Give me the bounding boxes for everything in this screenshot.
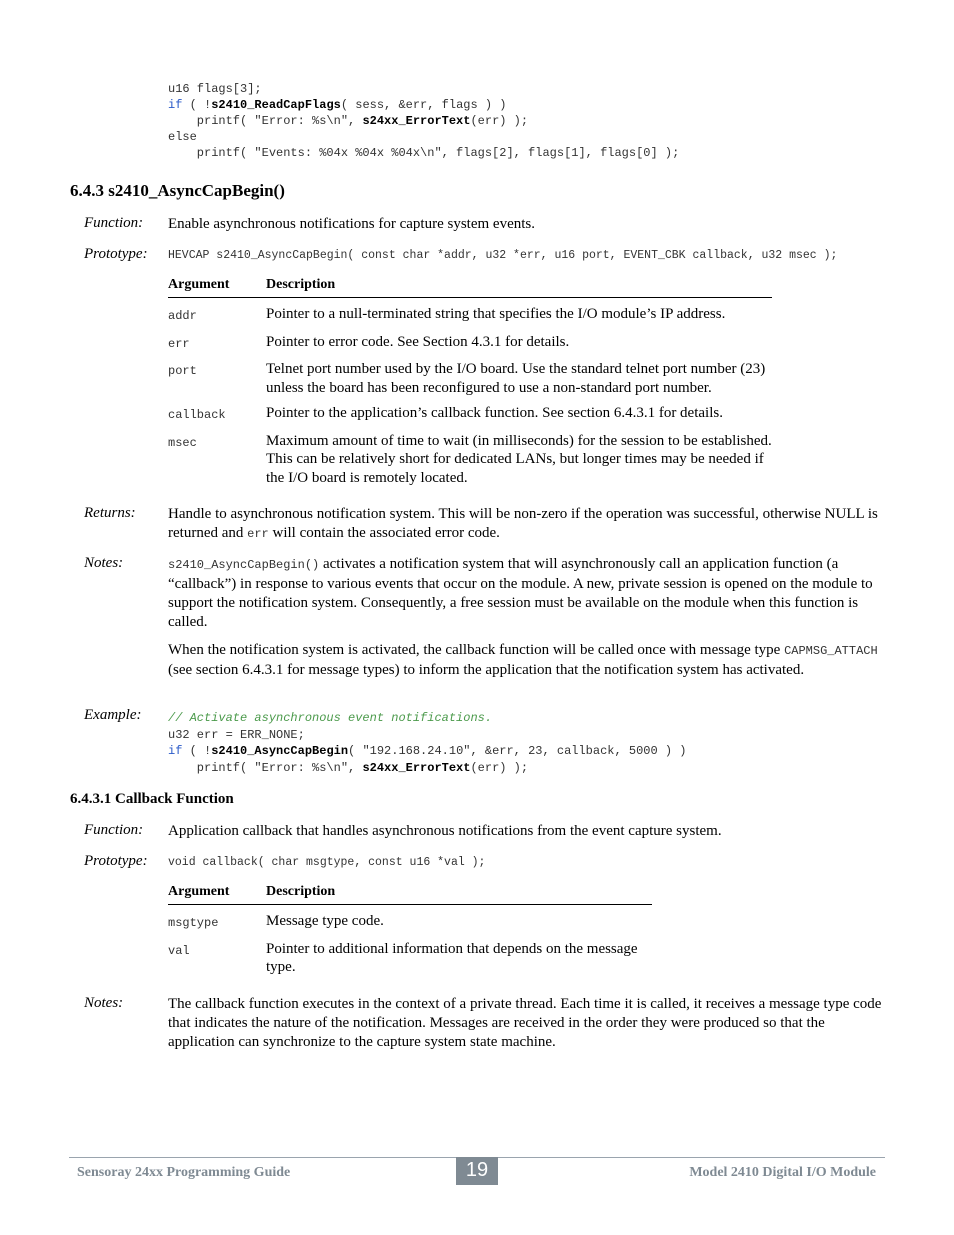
function-label: Function: [84, 215, 144, 231]
section-heading-6-4-3-1: 6.4.3.1 Callback Function [70, 791, 234, 807]
notes-paragraph [168, 641, 884, 680]
returns-text: will contain the associated error code. [268, 525, 500, 541]
prototype-label: Prototype: [84, 246, 148, 262]
code-line: u16 flags[3]; [168, 82, 262, 96]
code-comment: // Activate asynchronous event notifications. [168, 711, 493, 725]
notes-text: (see section 6.4.3.1 for message types) to inform the application that the notification system has activated. [168, 662, 805, 678]
example-code [168, 710, 687, 776]
notes-description: The callback function executes in the context of a private thread. Each time it is called, it receives a message type code that indicates the nature of the notification. Messages are received in the order they were produced so that the application can synchronize to the capture system state machine. [168, 996, 882, 1050]
column-header-argument: Argument [168, 884, 266, 905]
code-line: u32 err = ERR_NONE; [168, 727, 305, 742]
function-description: Application callback that handles asynchronous notifications from the event capture system. [168, 823, 722, 839]
returns-description [168, 505, 884, 544]
prototype-label: Prototype: [84, 853, 148, 869]
notes-label: Notes: [84, 555, 124, 571]
column-header-description: Description [266, 277, 772, 298]
code-function: s2410_ReadCapFlags [211, 98, 341, 112]
example-label: Example: [84, 707, 142, 723]
notes-label: Notes: [84, 995, 124, 1011]
code-text: ( sess, &err, flags ) ) [340, 98, 507, 112]
code-function: s24xx_ErrorText [362, 760, 471, 775]
function-description: Enable asynchronous notifications for capture system events. [168, 216, 535, 232]
table-row [168, 425, 772, 488]
argument-name: msgtype [168, 916, 219, 930]
argument-description: Telnet port number used by the I/O board. Use the standard telnet port number (23) unless the board has been reconfigured to use a non-standard port number. [266, 361, 766, 396]
code-snippet-top [168, 81, 679, 161]
notes-paragraph [168, 555, 884, 632]
code-keyword: if [168, 744, 183, 758]
page-number: 19 [456, 1157, 498, 1185]
argument-table-async [168, 277, 772, 487]
code-line: printf( "Events: %04x %04x %04x\n", flags[2], flags[1], flags[0] ); [168, 146, 680, 160]
footer-model-title: Model 2410 Digital I/O Module [689, 1165, 876, 1180]
table-row [168, 397, 772, 425]
code-text: ( ! [182, 744, 212, 758]
notes-text: activates a notification system that will asynchronously call an application function (a “callback”) in response to various events that occur on the module. A new, private session is opened on the module to support the notification system. Consequently, a free session must be available on the module when this function is called. [168, 556, 873, 630]
code-function: s2410_AsyncCapBegin [211, 744, 349, 758]
code-keyword: if [168, 98, 183, 112]
function-label: Function: [84, 822, 144, 838]
argument-name: msec [168, 435, 197, 450]
argument-description: Pointer to a null-terminated string that specifies the I/O module’s IP address. [266, 306, 726, 322]
prototype-code: HEVCAP s2410_AsyncCapBegin( const char *addr, u32 *err, u16 port, EVENT_CBK callback, u32 msec ); [168, 249, 838, 262]
code-text: ( "192.168.24.10", &err, 23, callback, 5000 ) ) [348, 744, 687, 758]
inline-code: s2410_AsyncCapBegin() [168, 558, 320, 572]
argument-name: err [168, 336, 190, 351]
returns-label: Returns: [84, 505, 136, 521]
code-text: ( ! [182, 98, 212, 112]
code-line: else [168, 130, 197, 144]
table-row [168, 933, 652, 977]
notes-body [168, 555, 884, 689]
footer-guide-title: Sensoray 24xx Programming Guide [77, 1165, 291, 1180]
argument-name: val [168, 943, 190, 958]
returns-text: Handle to asynchronous notification system. This will be non-zero if the operation was successful, otherwise NULL is returned and [168, 506, 878, 541]
prototype-code: void callback( char msgtype, const u16 *val ); [168, 856, 486, 869]
argument-description: Pointer to the application’s callback function. See section 6.4.3.1 for details. [266, 405, 723, 421]
argument-name: callback [168, 408, 226, 422]
argument-description: Pointer to additional information that depends on the message type. [266, 940, 638, 975]
argument-description: Message type code. [266, 913, 384, 929]
table-row [168, 298, 772, 326]
code-function: s24xx_ErrorText [362, 114, 471, 128]
argument-description: Pointer to error code. See Section 4.3.1 for details. [266, 333, 570, 350]
section-heading-6-4-3: 6.4.3 s2410_AsyncCapBegin() [70, 181, 285, 200]
code-text: (err) ); [470, 760, 529, 775]
table-row [168, 353, 772, 397]
argument-table-callback [168, 884, 652, 977]
table-header-row [168, 277, 772, 298]
argument-name: addr [168, 309, 197, 323]
inline-code: err [247, 527, 269, 541]
table-row [168, 905, 652, 933]
code-text: (err) ); [470, 114, 529, 128]
argument-name: port [168, 364, 197, 378]
argument-description: Maximum amount of time to wait (in milliseconds) for the session to be established. This can be relatively short for dedicated LANs, but longer times may be needed if the I/O board is remotely located. [266, 432, 772, 486]
table-header-row [168, 884, 652, 905]
code-text: printf( "Error: %s\n", [168, 760, 363, 775]
code-text: printf( "Error: %s\n", [168, 114, 363, 128]
column-header-description: Description [266, 884, 652, 905]
notes-text: When the notification system is activated, the callback function will be called once with message type [168, 642, 785, 658]
inline-code: CAPMSG_ATTACH [784, 644, 878, 658]
column-header-argument: Argument [168, 277, 266, 298]
table-row [168, 326, 772, 354]
